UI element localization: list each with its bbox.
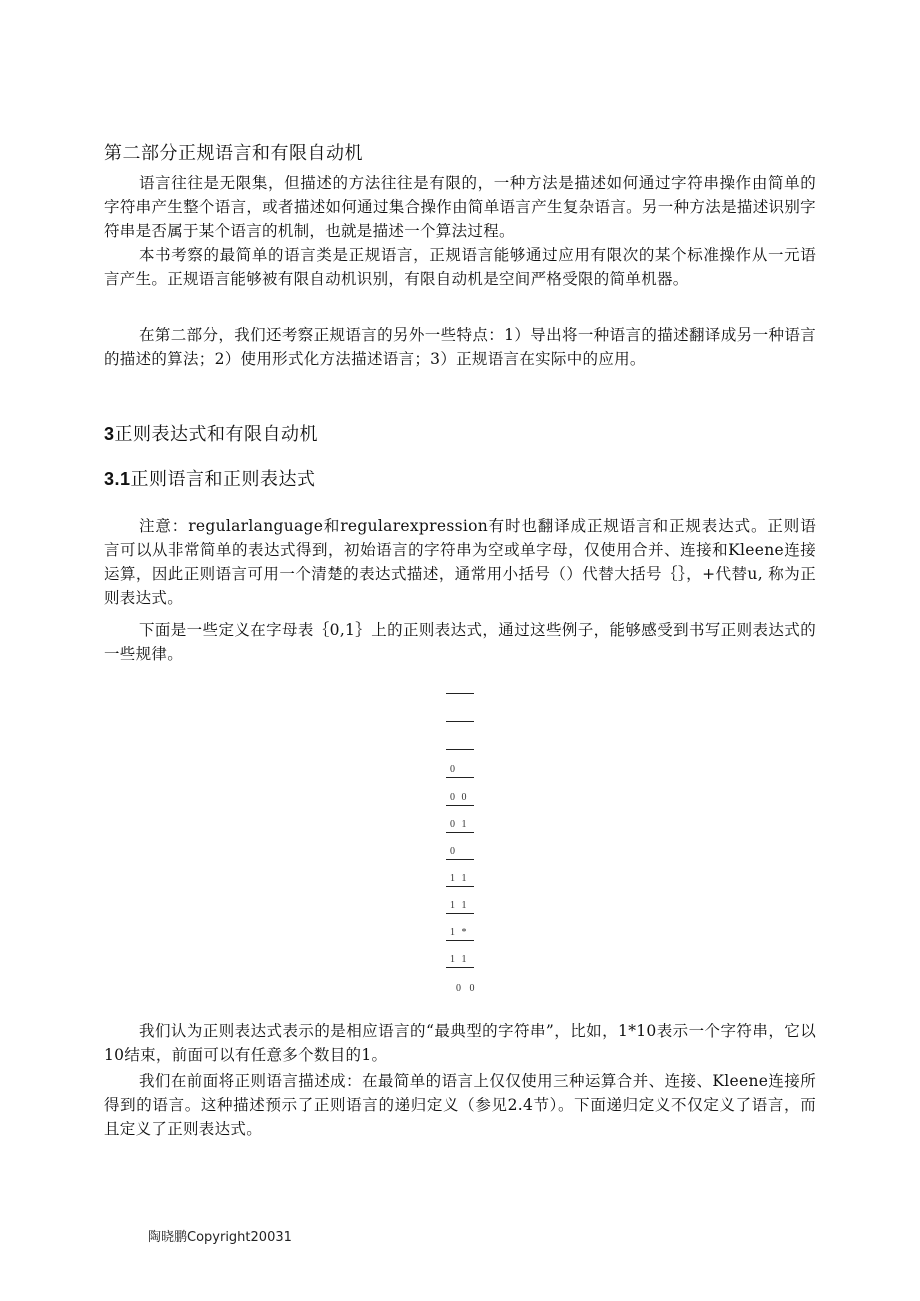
chapter-title: 正则表达式和有限自动机 bbox=[114, 424, 319, 445]
regex-example-line bbox=[446, 736, 474, 750]
section-title: 正则语言和正则表达式 bbox=[130, 469, 316, 490]
regex-example-line: 0 bbox=[446, 764, 474, 778]
regex-example-tail: 0 0 bbox=[456, 983, 478, 994]
closing-paragraph-1: 我们认为正则表达式表示的是相应语言的“最典型的字符串”，比如，1*10表示一个字符串，它以10结束，前面可以有任意多个数目的1。 bbox=[104, 1022, 816, 1064]
regex-example-line: 0 bbox=[446, 846, 474, 860]
closing-paragraph-2: 我们在前面将正则语言描述成：在最简单的语言上仅仅使用三种运算合并、连接、Kleene连接所得到的语言。这种描述预示了正则语言的递归定义（参见2.4节）。下面递归定义不仅定义了语言，而且定义了正则表达式。 bbox=[104, 1072, 816, 1138]
chapter-number: 3 bbox=[104, 424, 115, 444]
regex-example-line: 1 1 bbox=[446, 873, 474, 887]
intro-paragraph-1: 语言往往是无限集，但描述的方法往往是有限的，一种方法是描述如何通过字符串操作由简单的字符串产生整个语言，或者描述如何通过集合操作由简单语言产生复杂语言。另一种方法是描述识别字符串是否属于某个语言的机制，也就是描述一个算法过程。 bbox=[104, 174, 816, 240]
regex-example-line bbox=[446, 680, 474, 694]
regex-example-line: 1 1 bbox=[446, 954, 474, 968]
intro-paragraph-2: 本书考察的最简单的语言类是正规语言，正规语言能够通过应用有限次的某个标准操作从一元语言产生。正规语言能够被有限自动机识别，有限自动机是空间严格受限的简单机器。 bbox=[104, 246, 816, 288]
chapter-heading bbox=[104, 420, 318, 446]
intro-paragraph-3: 在第二部分，我们还考察正规语言的另外一些特点：1）导出将一种语言的描述翻译成另一种语言的描述的算法；2）使用形式化方法描述语言；3）正规语言在实际中的应用。 bbox=[104, 326, 816, 368]
regex-example-line: 1 * bbox=[446, 927, 474, 941]
part-heading: 第二部分正规语言和有限自动机 bbox=[104, 143, 363, 164]
section-paragraph-2: 下面是一些定义在字母表｛0,1｝上的正则表达式，通过这些例子，能够感受到书写正则表达式的一些规律。 bbox=[104, 621, 816, 663]
regex-example-line: 1 1 bbox=[446, 900, 474, 914]
section-heading bbox=[104, 465, 316, 491]
regex-example-line bbox=[446, 708, 474, 722]
regex-example-line: 0 0 bbox=[446, 792, 474, 806]
regex-example-line: 0 1 bbox=[446, 819, 474, 833]
page-footer: 陶晓鹏Copyright20031 bbox=[148, 1230, 292, 1245]
section-number: 3.1 bbox=[104, 469, 131, 489]
section-paragraph-1: 注意：regularlanguage和regularexpression有时也翻译成正规语言和正规表达式。正则语言可以从非常简单的表达式得到，初始语言的字符串为空或单字母，仅使用合并、连接和Kleene连接运算，因此正则语言可用一个清楚的表达式描述，通常用小括号（）代替大括号｛｝，+代替u, 称为正则表达式。 bbox=[104, 517, 817, 607]
